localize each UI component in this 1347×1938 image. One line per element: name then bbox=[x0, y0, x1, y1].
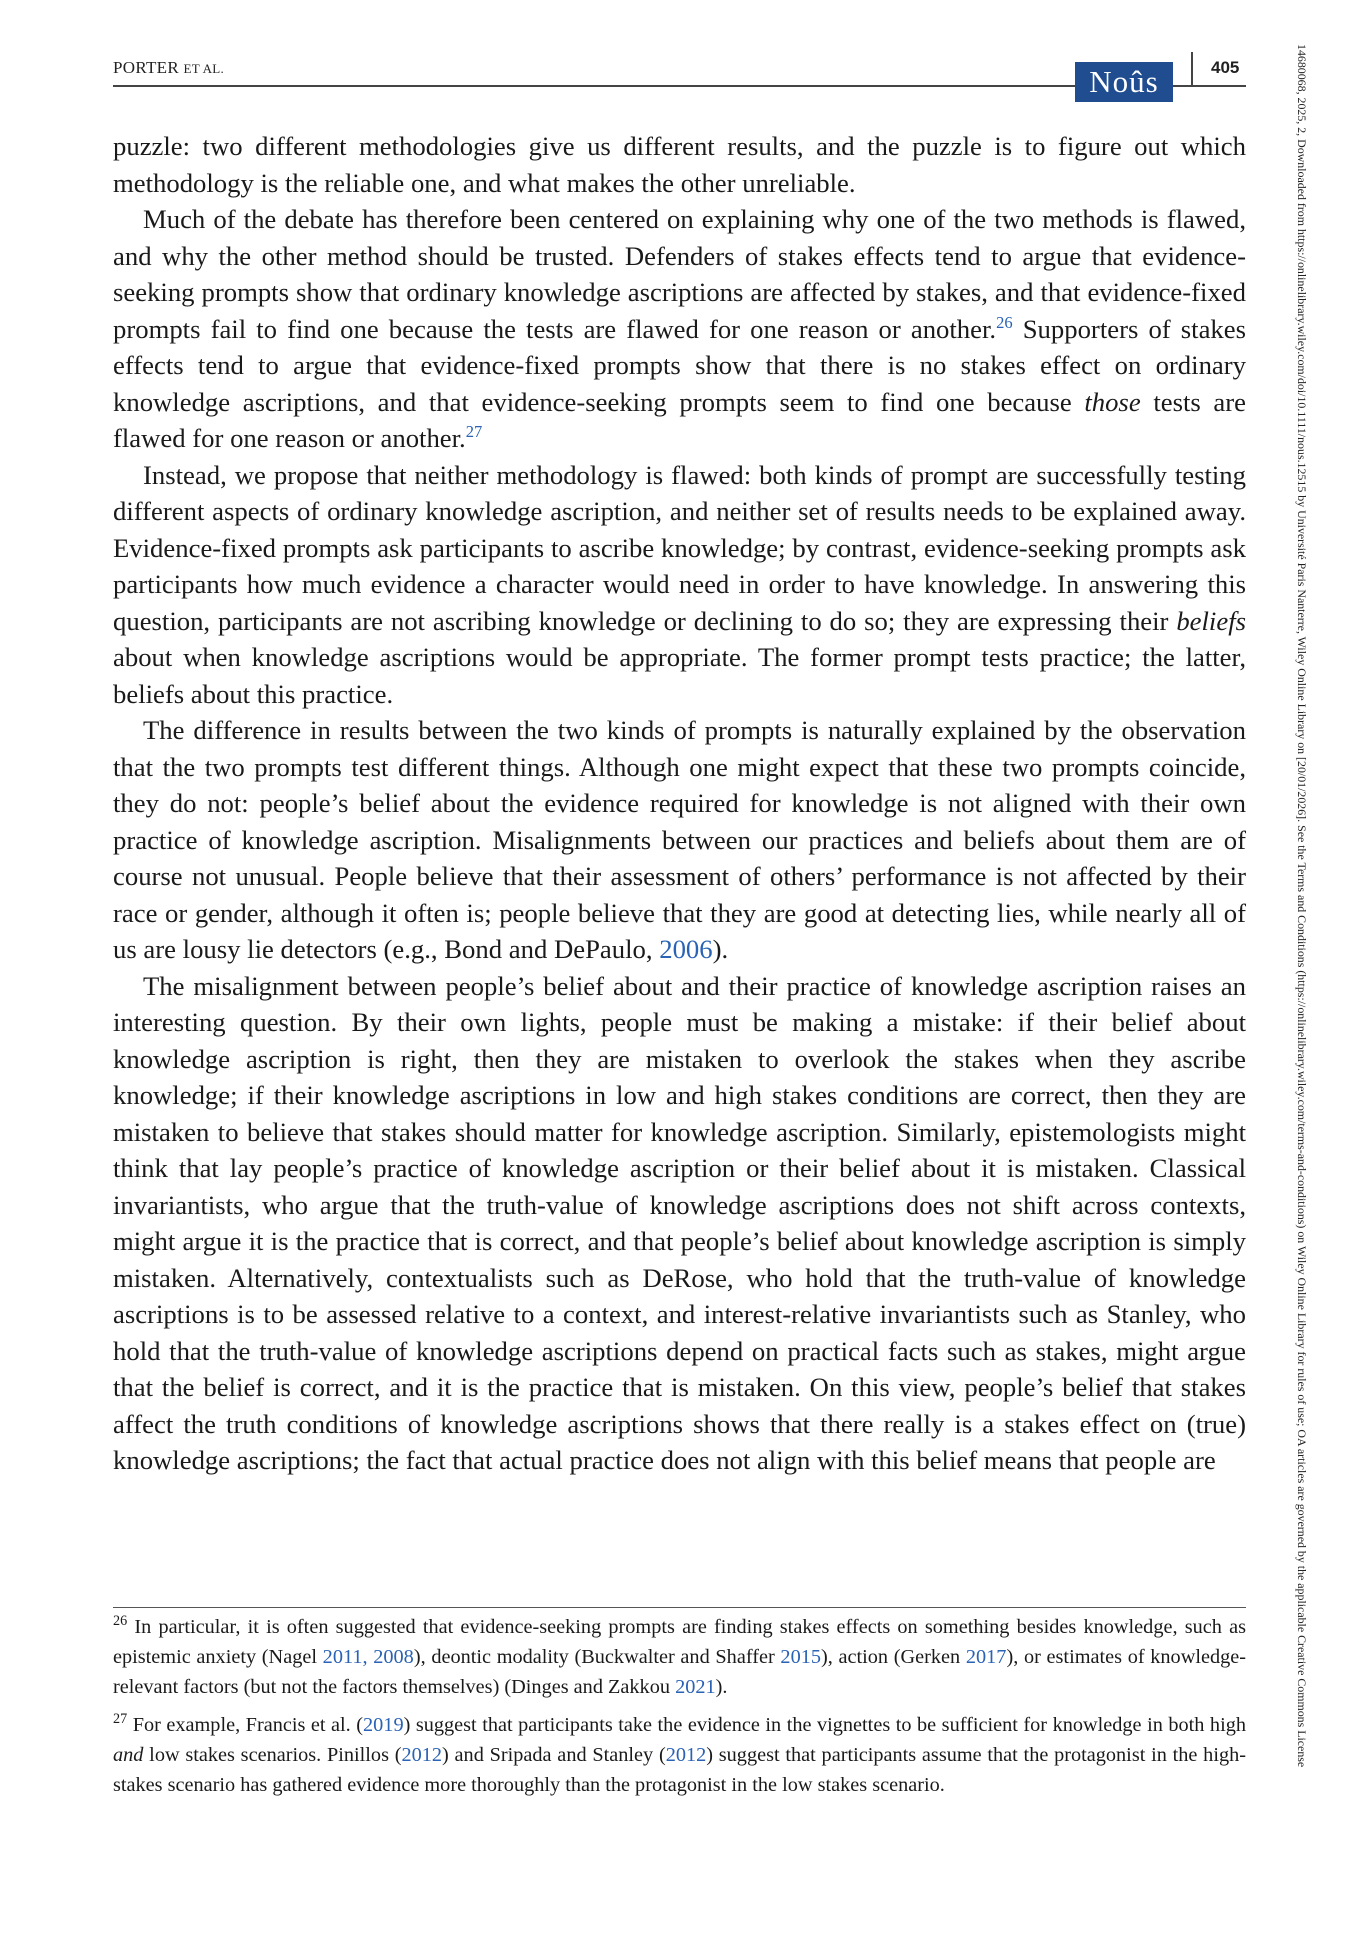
text-run: ) suggest that participants assume that the protagonist in the high-stakes scenario has gathered evidence more thoroughly than the protagonist in the low stakes scenario. bbox=[113, 1744, 1246, 1796]
journal-logo: Noûs bbox=[1075, 62, 1173, 102]
text-run: about when knowledge ascriptions would be appropriate. The former prompt tests practice; the latter, beliefs about this practice. bbox=[113, 642, 1246, 709]
text-run: low stakes scenarios. Pinillos ( bbox=[143, 1744, 402, 1766]
paragraph bbox=[113, 128, 1246, 201]
running-head-authors bbox=[113, 58, 224, 78]
text-run: ), or estimates of knowledge-relevant factors (but not the factors themselves) (Dinges and Zakkou bbox=[113, 1646, 1247, 1698]
text-run: puzzle: two different methodologies give us different results, and the puzzle is to figure out which methodology is the reliable one, and what makes the other unreliable. bbox=[113, 131, 1246, 198]
header-separator bbox=[1191, 52, 1193, 85]
citation-link[interactable]: 2015 bbox=[780, 1646, 821, 1668]
text-run: The misalignment between people’s belief about and their practice of knowledge ascription raises an interesting question. By their own lights, people must be making a mistake: if their belief about knowledge ascription is right, then they are mistaken to overlook the stakes when they ascribe knowledge; if their knowledge ascriptions in low and high stakes conditions are correct, then they are mistaken to believe that stakes should matter for knowledge ascription. Similarly, epistemologists might think that lay people’s practice of knowledge ascription or their belief about it is mistaken. Classical invariantists, who argue that the truth-value of knowledge ascriptions does not shift across contexts, might argue it is the practice that is correct, and that people’s belief about knowledge ascription is simply mistaken. Alternatively, contextualists such as DeRose, who hold that the truth-value of knowledge ascriptions is to be assessed relative to a context, and interest-relative invariantists such as Stanley, who hold that the truth-value of knowledge ascriptions depend on practical facts such as stakes, might argue that the belief is correct, and it is the practice that is mistaken. On this view, people’s belief that stakes affect the truth conditions of knowledge ascriptions shows that there really is a stakes effect on (true) knowledge ascriptions; the fact that actual practice does not align with this belief means that people are bbox=[113, 970, 1246, 1475]
text-run: Supporters of stakes effects tend to argue that evidence-fixed prompts show that there is no stakes effect on ordinary knowledge ascriptions, and that evidence-seeking prompts seem to find one because bbox=[113, 313, 1246, 417]
footnote-number: 27 bbox=[113, 1711, 128, 1728]
footnote bbox=[113, 1710, 1246, 1800]
footnote-ref bbox=[996, 313, 1013, 332]
paragraph bbox=[113, 201, 1246, 457]
author-etal: ET AL. bbox=[183, 61, 225, 76]
text-run: ). bbox=[715, 1676, 728, 1698]
footnote-ref bbox=[466, 422, 483, 441]
footnote-rule bbox=[113, 1607, 1246, 1608]
text-run: The difference in results between the two kinds of prompts is naturally explained by the observation that the two prompts test different things. Although one might expect that these two prompts coincide, they do not: people’s belief about the evidence required for knowledge is not aligned with their own practice of knowledge ascription. Misalignments between our practices and beliefs about them are of course not unusual. People believe that their assessment of others’ performance is not affected by their race or gender, although it often is; people believe that they are good at detecting lies, while nearly all of us are lousy lie detectors (e.g., Bond and DePaulo, bbox=[113, 715, 1246, 964]
footnote-ref-link[interactable]: 27 bbox=[465, 422, 483, 442]
citation-link[interactable]: 2012 bbox=[401, 1744, 443, 1766]
text-run: ) suggest that participants take the evidence in the vignettes to be sufficient for knowledge in both high bbox=[403, 1714, 1246, 1736]
citation-link[interactable]: 2017 bbox=[965, 1646, 1007, 1668]
text-run: ). bbox=[712, 934, 729, 964]
paragraph bbox=[113, 968, 1246, 1479]
paragraph bbox=[113, 457, 1246, 713]
text-run: Instead, we propose that neither methodology is flawed: both kinds of prompt are successfully testing different aspects of ordinary knowledge ascription, and neither set of results needs to be explained away. Evidence-fixed prompts ask participants to ascribe knowledge; by contrast, evidence-seeking prompts ask participants how much evidence a character would need in order to have knowledge. In answering this question, participants are not ascribing knowledge or declining to do so; they are expressing their bbox=[113, 459, 1246, 636]
footnotes bbox=[113, 1612, 1246, 1808]
citation-link[interactable]: 2019 bbox=[363, 1714, 404, 1736]
text-run: ), action (Gerken bbox=[820, 1646, 966, 1668]
text-run: ), deontic modality (Buckwalter and Shaffer bbox=[413, 1646, 781, 1668]
footnote bbox=[113, 1612, 1246, 1702]
text-run: ) and Sripada and Stanley ( bbox=[442, 1744, 666, 1766]
paragraph bbox=[113, 712, 1246, 968]
text-run: In particular, it is often suggested that evidence-seeking prompts are finding stakes effects on something besides knowledge, such as epistemic anxiety (Nagel bbox=[113, 1616, 1246, 1668]
emphasis: and bbox=[113, 1744, 144, 1766]
text-run: Much of the debate has therefore been centered on explaining why one of the two methods is flawed, and why the other method should be trusted. Defenders of stakes effects tend to argue that evidence-seeking prompts show that ordinary knowledge ascriptions are affected by stakes, and that evidence-fixed prompts fail to find one because the tests are flawed for one reason or another. bbox=[113, 204, 1246, 344]
download-notice: 14680068, 2025, 2, Downloaded from https://onlinelibrary.wiley.com/doi/10.1111/nous.12515 by Université Paris Nanterre, Wiley Online Library on [20/01/2026]. See the Terms and Conditions (https://onlinelibrary.wiley.com/terms-and-conditions) on Wiley Online Library for rules of use; OA articles are governed by the applicable Creative Commons License bbox=[1295, 44, 1309, 1768]
citation-link[interactable]: 2021 bbox=[675, 1676, 716, 1698]
running-header bbox=[113, 52, 1246, 99]
page-number: 405 bbox=[1211, 58, 1240, 77]
citation-link[interactable]: 2011, 2008 bbox=[322, 1646, 414, 1668]
emphasis: beliefs bbox=[1176, 605, 1246, 636]
citation-link[interactable]: 2012 bbox=[665, 1744, 707, 1766]
footnote-ref-link[interactable]: 26 bbox=[996, 312, 1013, 332]
text-run: For example, Francis et al. ( bbox=[127, 1714, 364, 1736]
footnote-number: 26 bbox=[113, 1613, 128, 1630]
citation-link[interactable]: 2006 bbox=[659, 934, 713, 964]
body-text bbox=[113, 128, 1246, 1479]
emphasis: those bbox=[1084, 386, 1141, 417]
text-run: tests are flawed for one reason or another. bbox=[113, 386, 1246, 453]
author-name: PORTER bbox=[113, 58, 179, 77]
